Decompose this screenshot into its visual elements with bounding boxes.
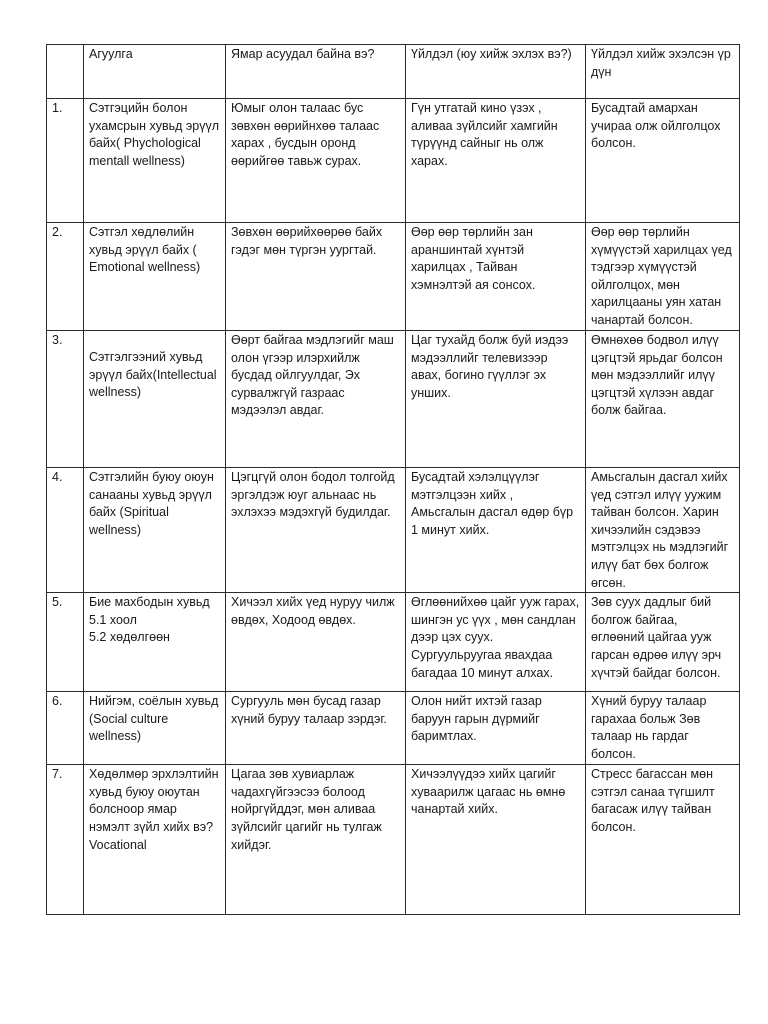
row-action: Өглөөнийхөө цайг ууж гарах, шингэн ус үүх , мөн сандлан дээр цэх суух. Сургуульруугаа явахдаа багадаа 10 минут алхах. [406, 593, 586, 692]
row-number: 4. [47, 468, 84, 593]
row-topic: Сэтгэлгээний хувьд эрүүл байх(Intellectual wellness) [84, 331, 226, 468]
row-topic: Сэтгэцийн болон ухамсрын хувьд эрүүл байх( Phychological mentall wellness) [84, 99, 226, 223]
table-row [47, 765, 740, 915]
row-number: 3. [47, 331, 84, 468]
row-action: Бусадтай хэлэлцүүлэг мэтгэлцээн хийх , Амьсгалын дасгал өдөр бүр 1 минут хийх. [406, 468, 586, 593]
row-topic: Сэтгэлийн буюу оюун санааны хувьд эрүүл байх (Spiritual wellness) [84, 468, 226, 593]
row-number: 5. [47, 593, 84, 692]
row-number: 2. [47, 223, 84, 331]
row-result: Стресс багассан мөн сэтгэл санаа түгшилт багасаж илүү тайван болсон. [586, 765, 740, 915]
header-action: Үйлдэл (юу хийж эхлэх вэ?) [406, 45, 586, 99]
row-result: Амьсгалын дасгал хийх үед сэтгэл илүү уужим тайван болсон. Харин хичээлийн сэдэвээ мэтгэлцэх нь мэдлэгийг илүү бат бөх болгож өгсөн. [586, 468, 740, 593]
row-question: Юмыг олон талаас бус зөвхөн өөрийнхөө талаас харах , бусдын оронд өөрийгөө тавьж сурах. [226, 99, 406, 223]
header-number [47, 45, 84, 99]
table-row [47, 468, 740, 593]
table-row [47, 331, 740, 468]
table-row [47, 99, 740, 223]
table-row [47, 692, 740, 765]
row-action: Цаг тухайд болж буй иэдээ мэдээллийг телевизээр авах, богино гүүллэг эх унших. [406, 331, 586, 468]
table-header-row [47, 45, 740, 99]
row-number: 1. [47, 99, 84, 223]
topic-line: 5.1 хоол [89, 612, 137, 627]
row-result: Зөв суух дадлыг бий болгож байгаа, өглөөний цайгаа ууж гарсан өдрөө илүү эрч хүчтэй байдаг болсон. [586, 593, 740, 692]
row-question: Хичээл хийх үед нуруу чилж өвдөх, Ходоод өвдөх. [226, 593, 406, 692]
row-action: Гүн утгатай кино үзэх , аливаа зүйлсийг хамгийн түрүүнд сайныг нь олж харах. [406, 99, 586, 223]
row-question: Цагаа зөв хувиарлаж чадахгүйгээсээ болоод нойргүйддэг, мөн аливаа зүйлсийг цагийг нь тулгаж хийдэг. [226, 765, 406, 915]
table-row [47, 593, 740, 692]
wellness-plan-table [46, 44, 740, 915]
row-topic: Нийгэм, соёлын хувьд (Social culture wellness) [84, 692, 226, 765]
row-question: Өөрт байгаа мэдлэгийг маш олон үгээр илэрхийлж бусдад ойлгуулдаг, Эх сурвалжгүй газраас мэдээлэл авдаг. [226, 331, 406, 468]
row-number: 6. [47, 692, 84, 765]
row-topic: Сэтгэл хөдлөлийн хувьд эрүүл байх ( Emotional wellness) [84, 223, 226, 331]
table-row [47, 223, 740, 331]
row-topic: Хөдөлмөр эрхлэлтийн хувьд буюу оюутан болсноор ямар нэмэлт зүйл хийх вэ? Vocational [84, 765, 226, 915]
row-action: Хичээлүүдээ хийх цагийг хуваарилж цагаас нь өмнө чанартай хийх. [406, 765, 586, 915]
header-result: Үйлдэл хийж эхэлсэн үр дүн [586, 45, 740, 99]
row-question: Зөвхөн өөрийхөөрөө байх гэдэг мөн түргэн уургтай. [226, 223, 406, 331]
header-topic: Агуулга [84, 45, 226, 99]
topic-line: 5.2 хөдөлгөөн [89, 630, 170, 645]
row-question: Цэгцгүй олон бодол толгойд эргэлдэж юуг альнаас нь эхлэхээ мэдэхгүй будилдаг. [226, 468, 406, 593]
row-action: Олон нийт ихтэй газар баруун гарын дүрмийг баримтлах. [406, 692, 586, 765]
row-result: Өөр өөр төрлийн хүмүүстэй харилцах үед тэдгээр хүмүүстэй ойлголцох, мөн харилцааны уян хатан чанартай болсон. [586, 223, 740, 331]
row-result: Хүний буруу талаар гарахаа больж Зөв талаар нь гардаг болсон. [586, 692, 740, 765]
row-topic [84, 593, 226, 692]
header-question: Ямар асуудал байна вэ? [226, 45, 406, 99]
row-action: Өөр өөр төрлийн зан араншинтай хүнтэй харилцах , Тайван хэмнэлтэй ая сонсох. [406, 223, 586, 331]
row-number: 7. [47, 765, 84, 915]
row-question: Сургууль мөн бусад газар хүний буруу талаар зэрдэг. [226, 692, 406, 765]
row-result: Өмнөхөө бодвол илүү цэгцтэй ярьдаг болсон мөн мэдээллийг илүү цэгцтэй хүлээн авдаг болж байгаа. [586, 331, 740, 468]
row-result: Бусадтай амархан учираа олж ойлголцох болсон. [586, 99, 740, 223]
topic-line: Бие махбодын хувьд [89, 595, 210, 610]
